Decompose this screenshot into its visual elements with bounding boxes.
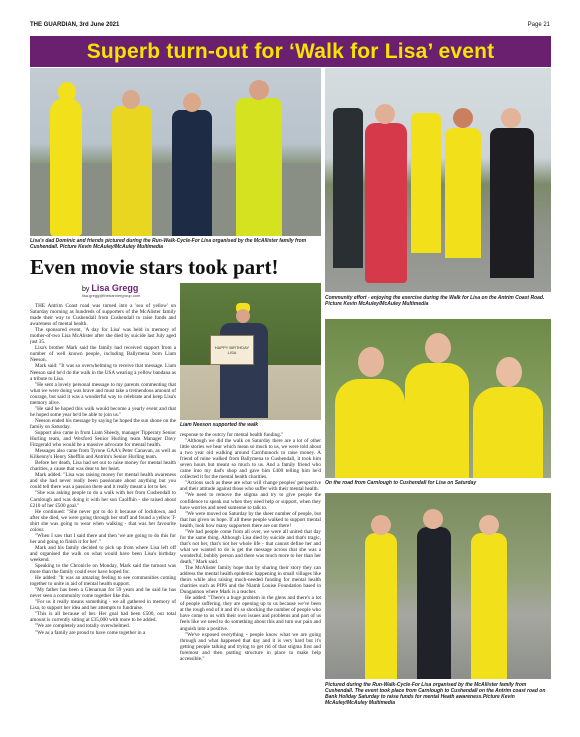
paragraph: "We are completely and totally overwhelmed. — [35, 623, 131, 630]
paragraph: "She was asking people to do a walk with her from Cushendall to Carnlough and was doing it with her son Caolfhin - she raised about £210 of her £500 goal." — [30, 490, 176, 509]
paragraph: THE Antrim Coast road was turned into a 'sea of yellow' on Saturday morning as hundreds of supporters of the McAlister family made their way to Cushendall from Cushendall to raise funds and awareness of mental health. — [30, 303, 176, 328]
paragraph: "He said he hoped this walk would become a yearly event and that he hoped some year he'd be able to join us." — [30, 405, 176, 418]
article-column-2 — [180, 432, 321, 728]
paragraph: "He sent a lovely personal message to my parents commenting that what we were doing was brave and must take a tremendous amount of courage, but said it was a wonderful way to celebrate and keep Lisa's memory alive. — [30, 381, 176, 406]
photo-dominic-and-friends — [30, 68, 321, 236]
paragraph: "Although we did the walk on Saturday there are a lot of other little stories we hear which mean so much to us, we were told about a two year old walking around Carnfunnock to raise money. A friend of mine walked from Ballymena to Cushendall, it took him seven hours but meant so much to us. And a family friend who came into my dad's shop and gave him £400 telling him he'd collected it for the mental health charities. — [180, 438, 321, 481]
paragraph: "We need to remove the stigma and try to give people the confidence to speak out when they need help or support, when they have worries and need someone to talk to. — [180, 492, 321, 511]
paragraph: "My father has been a Glenarnan for 59 years and he said he has never seen a community come together like this. — [30, 587, 176, 600]
paragraph: "We had people come from all over, we were all united that day for the same thing. Although Lisa died by suicide and that's tragic, that's not her, that's not her whole life - that cannot define her and what we wanted to do is get the message across that she was a wonderful, bubbly person and there was much more to her than her death," Mark said. — [180, 528, 321, 565]
paragraph: He continued: "She never got to do it because of lockdown, and after she died, we were going through her stuff and found a yellow T-shirt she was going to wear when walking - that was her favourite colour. — [30, 508, 176, 533]
article-title: Even movie stars took part! — [30, 255, 279, 279]
caption-carnlough: On the road from Carnlough to Cushendall for Lisa on Saturday — [325, 480, 477, 486]
paragraph: The sponsored event, 'A day for Lisa' was held in memory of mother-of-two Lisa McAlister after she died by suicide last July aged just 35. — [30, 327, 176, 346]
page-number: Page 21 — [527, 22, 550, 28]
paragraph: "For us it really means something - we all gathered in memory of Lisa, to support her idea and her attempts to fundraise. — [30, 599, 176, 612]
article-column-1 — [30, 303, 176, 728]
paragraph: Speaking to the Chronicle on Monday, Mark said the turnout was more than the family could ever have hoped for. — [30, 563, 176, 576]
paragraph: He added: "It was an amazing feeling to see communities coming together to unite in aid of mental health support. — [30, 575, 176, 588]
paragraph: Mark added: "Lisa was raising money for mental health awareness and she had never really been passionate about anything but you could tell there was a passion there and it really meant a lot to her. — [30, 472, 176, 491]
sign-text: HAPPY BIRTHDAY LISA — [214, 345, 250, 355]
paragraph: Neeson ended his message by saying he hoped the sun shone on the family on Saturday. — [30, 417, 176, 430]
paper-date: THE GUARDIAN, 3rd June 2021 — [30, 22, 120, 28]
caption-walkers: Pictured during the Run-Walk-Cycle-For Lisa organised by the McAllister family from Cushendall. The event took place from Carnlough to Cushendall on the Antrim coast road on Bank Holiday Saturday to raise funds for mental Heath awareness.Picture Kevin McAuley/McAuley Multimedia — [325, 682, 546, 706]
paragraph: response to the outcry for mental health funding." — [180, 432, 284, 438]
paragraph: Mark and his family decided to pick up from where Lisa left off and organised the walk on what would have been Lisa's birthday weekend. — [30, 544, 176, 563]
headline-banner — [30, 36, 551, 67]
headline-text: Superb turn-out for ‘Walk for Lisa’ event — [86, 39, 495, 63]
byline — [82, 283, 138, 293]
byline-name: Lisa Gregg — [91, 283, 139, 293]
photo-walkers-road — [325, 493, 551, 679]
caption-community: Community effort - enjoying the exercise during the Walk for Lisa on the Antrim Coast Road. Picture Kevin McAuley/McAuley Multimedia — [325, 295, 545, 307]
paragraph: Messages also came from Tyrone GAA's Peter Canavan, as well as Kilkenny's Henry Shefflin and Antrim's Senior Hurling team. — [30, 448, 176, 461]
photo-carnlough-road — [325, 319, 551, 478]
masthead — [30, 22, 550, 32]
paragraph: Lisa's brother Mark said the family had received support from a number of well known people, including Ballymena born Liam Neeson. — [30, 345, 176, 364]
paragraph: The McAlister family hope that by sharing their story they can address the mental health epidemic happening in small villages like theirs while also raising much-needed funding for mental health charities such as PIPS and the Niamh Louise Foundation based in Dungannon where Mark is a teacher. — [180, 565, 321, 596]
paragraph: He added: "There's a huge problem in the glens and there's a lot of people suffering, they are opening up to us because we've been at the rough end of it and it's so shocking the number of people who have come to us with their own issues and problems and part of us feels like we need to do something about this and turn our pain and anguish into a positive. — [180, 595, 321, 632]
paragraph: "Actions such as these are what will change peoples' perspective and their attitude against those who suffer with their mental health. — [180, 480, 321, 493]
paragraph: "We as a family are proud to have come together in a — [35, 629, 146, 636]
byline-email: lisa.gregg@thebannergroup.com — [82, 293, 141, 298]
paragraph: Support also came in from Liam Sheedy, manager Tipperary Senior Hurling team, and Wexford Senior Hurling team Manager Davy Fitzgerald who would be a massive advocate for mental health. — [30, 429, 176, 449]
caption-liam: Liam Neeson supported the walk — [180, 422, 259, 428]
paragraph: "We were moved on Saturday by the sheer number of people, but that has given us hope. If all these people walked to support mental health, look how many supporters there are out there! — [180, 510, 321, 529]
paragraph: "When I saw that I said there and then 'we are going to do this for her and going to finish it for her'." — [30, 532, 176, 545]
photo-liam-neeson — [180, 283, 321, 420]
photo-community-effort — [325, 68, 551, 292]
paragraph: "This is all because of her. Her goal had been £500, our total amount is currently sitting at £35,000 with more to be added. — [30, 611, 176, 624]
paragraph: "We've exposed everything - people know what we are going through and what happened that day and it is very hard but it's getting people talking and trying to get rid of that stigma first and foremost and then putting structure in place to make help accessible." — [180, 631, 321, 662]
byline-prefix: by — [82, 286, 90, 293]
birthday-sign — [210, 335, 254, 365]
caption-dominic: Lisa's dad Dominic and friends pictured during the Run-Walk-Cycle-For Lisa organised by the McAllister family from Cushendall. Picture Kevin McAuley/McAuley Multimedia — [30, 238, 307, 250]
paragraph: Mark said: "It was so overwhelming to receive that message. Liam Neeson said he'd do the walk in the USA wearing a yellow bandana as a tribute to Lisa. — [30, 363, 176, 382]
paragraph: Before her death, Lisa had set out to raise money for mental health charities, a cause that was dear to her heart. — [30, 460, 176, 473]
